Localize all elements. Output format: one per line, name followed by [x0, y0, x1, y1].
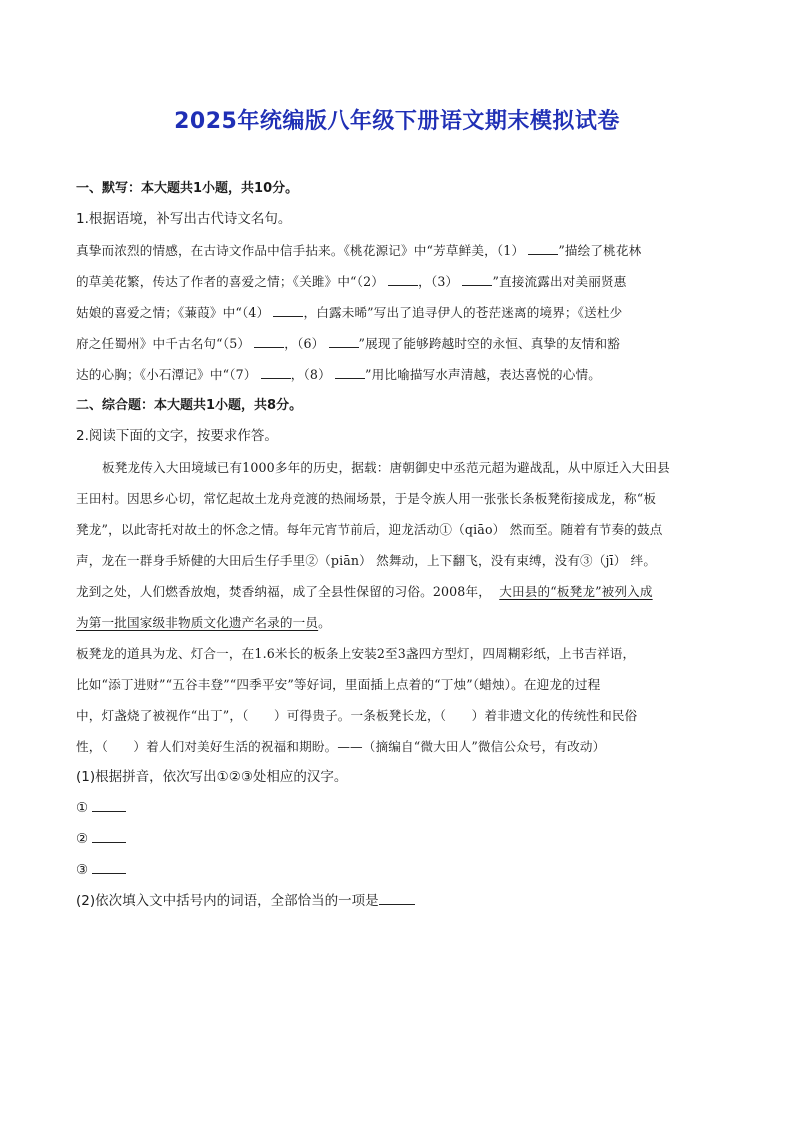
q1-line-5: 达的心胸；《小石潭记》中“（7） ，（8） ”用比喻描写水声清越，表达喜悦的心情。 — [76, 359, 718, 390]
underlined-sentence-part-2: 为第一批国家级非物质文化遗产名录的一员 — [76, 615, 319, 630]
q1-line-2: 的草美花繁，传达了作者的喜爱之情；《关雎》中“（2） ，（3） ”直接流露出对美丽贤惠 — [76, 266, 718, 297]
q1-line-4: 府之任蜀州》中千古名句“（5） ，（6） ”展现了能够跨越时空的永恒、真挚的友情和豁 — [76, 328, 718, 359]
answer-blank-2[interactable] — [388, 270, 418, 286]
answer-line-2: ② — [76, 824, 718, 855]
answer-blank-8[interactable] — [335, 363, 365, 379]
underlined-sentence-part-1: 大田县的“板凳龙”被列入成 — [499, 584, 653, 599]
answer-blank-hanzi-2[interactable] — [92, 827, 126, 843]
passage-p1-line-5: 龙到之处，人们燃香放炮，焚香纳福，成了全县性保留的习俗。2008年， 大田县的“板凳龙”被列入成 — [76, 584, 653, 599]
answer-blank-7[interactable] — [261, 363, 291, 379]
page-title: 2025年统编版八年级下册语文期末模拟试卷 — [174, 109, 620, 134]
q1-line-1: 真挚而浓烈的情感，在古诗文作品中信手拈来。《桃花源记》中“芳草鲜美，（1） ”描绘了桃花林 — [76, 235, 718, 266]
passage-p1-line-4: 声，龙在一群身手矫健的大田后生仔手里②（piān） 然舞动，上下翻飞，没有束缚，没有③（jī） 绊。 — [76, 553, 657, 568]
question-1-stem: 1.根据语境，补写出古代诗文名句。 — [76, 211, 292, 227]
subquestion-1: (1)根据拼音，依次写出①②③处相应的汉字。 — [76, 769, 348, 785]
passage-p1-line-1: 板凳龙传入大田境域已有1000多年的历史，据载：唐朝御史中丞范元超为避战乱，从中原迁入大田县 — [102, 460, 670, 475]
question-2-stem: 2.阅读下面的文字，按要求作答。 — [76, 428, 278, 444]
answer-blank-hanzi-1[interactable] — [92, 796, 126, 812]
answer-blank-3[interactable] — [462, 270, 492, 286]
answer-line-3: ③ — [76, 855, 718, 886]
answer-blank-4[interactable] — [273, 301, 303, 317]
passage-p2-line-2: 比如“添丁进财”“五谷丰登”“四季平安”等好词，里面插上点着的“丁烛”（蜡烛）。在迎龙的过程 — [76, 677, 601, 692]
exam-content — [76, 173, 718, 917]
passage-p2-line-4: 性，（ ）着人们对美好生活的祝福和期盼。——（摘编自“微大田人”微信公众号，有改动） — [76, 739, 606, 754]
passage-p2-line-1: 板凳龙的道具为龙、灯合一，在1.6米长的板条上安装2至3盏四方型灯，四周糊彩纸，上书吉祥语， — [76, 646, 636, 661]
subquestion-2: (2)依次填入文中括号内的词语，全部恰当的一项是 — [76, 886, 718, 917]
answer-line-1: ① — [76, 793, 718, 824]
passage-p1-line-3: 凳龙”，以此寄托对故土的怀念之情。每年元宵节前后，迎龙活动①（qiāo） 然而至。随着有节奏的鼓点 — [76, 522, 663, 537]
section-1-heading: 一、默写：本大题共1小题，共10分。 — [76, 181, 299, 196]
answer-blank-6[interactable] — [329, 332, 359, 348]
answer-blank-hanzi-3[interactable] — [92, 858, 126, 874]
passage-p1-line-2: 王田村。因思乡心切，常忆起故土龙舟竞渡的热闹场景，于是令族人用一张张长条板凳衔接成龙，称“板 — [76, 491, 657, 506]
answer-blank-5[interactable] — [254, 332, 284, 348]
passage-p1-line-6: 为第一批国家级非物质文化遗产名录的一员。 — [76, 615, 331, 630]
answer-blank-choice[interactable] — [379, 889, 415, 905]
answer-blank-1[interactable] — [528, 239, 558, 255]
passage-p2-line-3: 中，灯盏烧了被视作“出丁”，（ ）可得贵子。一条板凳长龙，（ ）着非遗文化的传统性和民俗 — [76, 708, 638, 723]
q1-line-3: 姑娘的喜爱之情；《蒹葭》中“（4） ，白露未晞”写出了追寻伊人的苍茫迷离的境界；《送杜少 — [76, 297, 718, 328]
section-2-heading: 二、综合题：本大题共1小题，共8分。 — [76, 398, 303, 413]
